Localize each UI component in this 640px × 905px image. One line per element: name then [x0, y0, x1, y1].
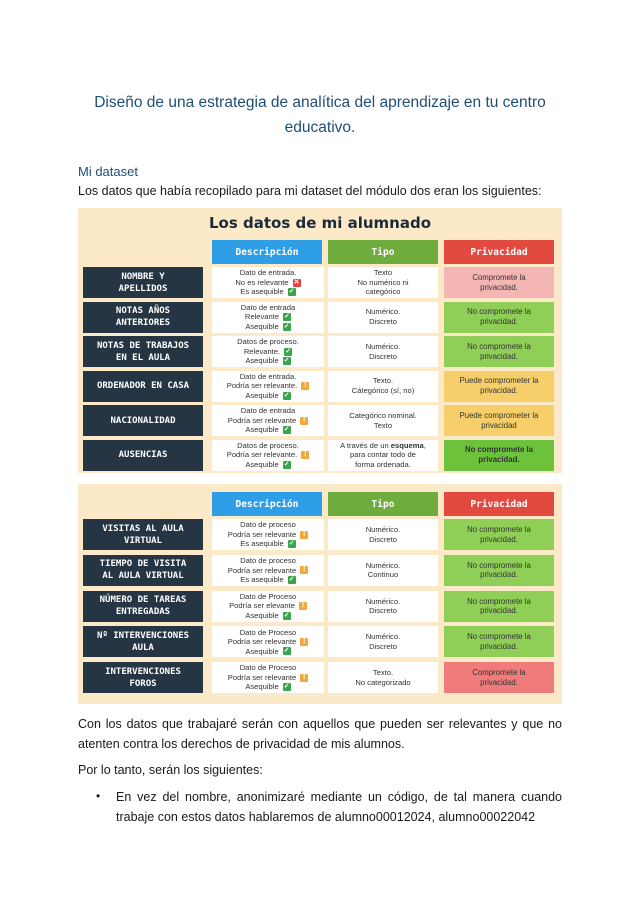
privacy-cell: No compromete la privacidad.: [444, 440, 554, 471]
warning-icon: !: [301, 451, 309, 459]
warning-icon: !: [300, 674, 308, 682]
tipo-cell: Texto. No categorizado: [328, 662, 438, 693]
description-lines: [228, 406, 308, 435]
description-text: Podría ser relevante: [227, 415, 297, 425]
description-line: [227, 450, 310, 460]
description-cell: [212, 662, 324, 693]
description-text: Podría ser relevante: [227, 637, 297, 647]
tipo-text-post: , para contar todo de forma ordenada.: [350, 440, 426, 469]
description-text: Asequible: [245, 425, 279, 435]
description-cell: [212, 267, 324, 298]
description-line: [240, 539, 295, 549]
tipo-cell: Numérico. Discreto: [328, 626, 438, 657]
description-text: Podría ser relevante.: [226, 450, 298, 460]
warning-icon: !: [300, 531, 308, 539]
warning-icon: !: [300, 638, 308, 646]
description-text: Podría ser relevante: [227, 529, 297, 539]
warning-icon: !: [301, 382, 309, 390]
description-cell: [212, 371, 324, 402]
bullet-marker: •: [96, 789, 101, 803]
description-text: Asequible: [245, 610, 279, 620]
description-text: Datos de proceso.: [237, 440, 299, 450]
conclusion-paragraph: Con los datos que trabajaré serán con aquellos que pueden ser relevantes y que no atenten contra los derechos de privacidad de mis alumnos.: [78, 717, 562, 751]
description-text: Es asequible: [240, 287, 284, 297]
section-heading: Mi dataset: [78, 164, 138, 179]
header-privacidad: Privacidad: [444, 240, 554, 264]
row-label: INTERVENCIONES FOROS: [83, 662, 203, 693]
check-icon: ✓: [284, 313, 291, 320]
description-line: [245, 425, 290, 435]
list-item: En vez del nombre, anonimizaré mediante un código, de tal manera cuando trabaje con estos datos hablaremos de alumno00012024, alumno00022042: [116, 790, 562, 824]
description-lines: [229, 592, 307, 621]
description-lines: [241, 303, 295, 332]
check-icon: ✓: [283, 357, 290, 365]
check-icon: ✓: [288, 288, 295, 296]
document-title: Diseño de una estrategia de analítica del aprendizaje en tu centro educativo.: [94, 94, 546, 136]
row-label: TIEMPO DE VISITA AL AULA VIRTUAL: [83, 555, 203, 586]
privacy-cell: Puede comprometer la privacidad: [444, 405, 554, 436]
description-line: [237, 337, 299, 347]
description-lines: [235, 268, 300, 297]
description-line: [245, 460, 290, 470]
header-descripcion: Descripción: [212, 240, 322, 264]
description-line: [229, 601, 307, 611]
privacy-cell: No compromete la privacidad.: [444, 302, 554, 333]
description-cell: [212, 336, 324, 367]
list-intro: Por lo tanto, serán los siguientes:: [78, 763, 263, 777]
tipo-cell: [328, 440, 438, 471]
tipo-cell: Numérico. Continuo: [328, 555, 438, 586]
tipo-cell: Numérico. Discreto: [328, 591, 438, 622]
description-line: [228, 673, 308, 683]
privacy-cell: No compromete la privacidad.: [444, 626, 554, 657]
description-text: Podría ser relevante.: [226, 381, 298, 391]
header-tipo: Tipo: [328, 240, 438, 264]
description-line: [241, 303, 295, 313]
description-text: Datos de proceso.: [237, 337, 299, 347]
header-descripcion: Descripción: [212, 492, 322, 516]
description-line: [228, 416, 308, 426]
description-line: [245, 312, 291, 322]
description-text: Dato de entrada: [240, 406, 296, 416]
description-line: [235, 278, 300, 288]
description-cell: [212, 440, 324, 471]
table-title: Los datos de mi alumnado: [208, 214, 432, 232]
description-cell: [212, 302, 324, 333]
description-text: Dato de entrada.: [239, 371, 297, 381]
description-text: Asequible: [245, 682, 279, 692]
description-text: Asequible: [245, 321, 279, 331]
description-text: Dato de Proceso: [239, 627, 297, 637]
description-text: Asequible: [245, 459, 279, 469]
description-text: Relevante: [244, 312, 280, 322]
description-text: Dato de entrada.: [239, 268, 297, 278]
row-label: NOMBRE Y APELLIDOS: [83, 267, 203, 298]
description-text: Podría ser relevante: [227, 565, 297, 575]
description-text: Relevante.: [243, 346, 281, 356]
description-line: [237, 441, 299, 451]
tipo-cell: Texto. Cátegórico (sí, no): [328, 371, 438, 402]
description-lines: [227, 372, 310, 401]
description-line: [240, 556, 296, 566]
description-line: [240, 372, 297, 382]
description-text: Dato de entrada: [240, 302, 296, 312]
data-table-1: [78, 208, 562, 473]
description-text: Asequible: [245, 390, 279, 400]
description-line: [227, 381, 310, 391]
tipo-text-pre: A través de un: [340, 440, 391, 450]
description-line: [240, 663, 297, 673]
row-label: NACIONALIDAD: [83, 405, 203, 436]
description-lines: [227, 441, 310, 470]
row-label: ORDENADOR EN CASA: [83, 371, 203, 402]
privacy-cell: No compromete la privacidad.: [444, 591, 554, 622]
check-icon: ✓: [283, 426, 290, 434]
description-lines: [228, 520, 308, 549]
description-cell: [212, 405, 324, 436]
check-icon: ✓: [285, 347, 292, 355]
row-label: AUSENCIAS: [83, 440, 203, 471]
description-line: [245, 647, 290, 657]
description-line: [241, 406, 295, 416]
description-line: [228, 637, 308, 647]
description-line: [245, 356, 290, 366]
description-line: [228, 566, 308, 576]
privacy-cell: Compromete la privacidad.: [444, 662, 554, 693]
description-lines: [237, 337, 299, 366]
check-icon: ✓: [283, 683, 290, 691]
description-text: Podría ser elevante: [229, 601, 295, 611]
tipo-cell: Texto No numérico ni categórico: [328, 267, 438, 298]
check-icon: ✓: [283, 460, 290, 468]
warning-icon: !: [299, 602, 307, 610]
check-icon: ✓: [288, 575, 295, 583]
description-line: [240, 268, 297, 278]
description-text: Es asequible: [240, 575, 284, 585]
description-line: [240, 575, 295, 585]
description-lines: [228, 628, 308, 657]
description-text: Dato de proceso: [240, 555, 296, 565]
privacy-cell: No compromete la privacidad.: [444, 519, 554, 550]
check-icon: ✓: [283, 611, 290, 619]
check-icon: ✓: [283, 391, 290, 399]
intro-paragraph: Los datos que había recopilado para mi dataset del módulo dos eran los siguientes:: [78, 184, 542, 198]
warning-icon: !: [300, 566, 308, 574]
description-text: Asequible: [245, 646, 279, 656]
privacy-cell: No compromete la privacidad.: [444, 336, 554, 367]
row-label: NÚMERO DE TAREAS ENTREGADAS: [83, 591, 203, 622]
row-label: Nº INTERVENCIONES AULA: [83, 626, 203, 657]
description-text: Dato de Proceso: [239, 663, 297, 673]
description-line: [240, 628, 297, 638]
privacy-cell: No compromete la privacidad.: [444, 555, 554, 586]
privacy-cell: Puede comprometer la privacidad.: [444, 371, 554, 402]
tipo-text-bold: esquema: [390, 440, 424, 450]
description-line: [240, 592, 297, 602]
description-cell: [212, 591, 324, 622]
description-line: [245, 322, 290, 332]
tipo-text: [340, 441, 426, 470]
description-line: [245, 682, 290, 692]
x-icon: ✕: [293, 278, 300, 286]
description-line: [245, 611, 290, 621]
description-lines: [228, 556, 308, 585]
warning-icon: !: [300, 417, 308, 425]
description-text: Podría ser relevante: [227, 672, 297, 682]
description-cell: [212, 555, 324, 586]
description-text: Asequible: [245, 356, 279, 366]
description-line: [240, 520, 296, 530]
privacy-cell: Compromete la privacidad.: [444, 267, 554, 298]
row-label: VISITAS AL AULA VIRTUAL: [83, 519, 203, 550]
check-icon: ✓: [288, 540, 295, 548]
data-table-2: [78, 484, 562, 704]
description-text: Dato de proceso: [240, 520, 296, 530]
description-line: [228, 530, 308, 540]
row-label: NOTAS AÑOS ANTERIORES: [83, 302, 203, 333]
header-tipo: Tipo: [328, 492, 438, 516]
check-icon: ✓: [283, 322, 290, 330]
description-line: [245, 391, 290, 401]
tipo-cell: Numérico. Discreto: [328, 519, 438, 550]
header-privacidad: Privacidad: [444, 492, 554, 516]
tipo-cell: Categórico nominal. Texto: [328, 405, 438, 436]
description-text: No es relevante: [235, 277, 289, 287]
description-lines: [228, 663, 308, 692]
tipo-cell: Numérico. Discreto: [328, 336, 438, 367]
description-cell: [212, 626, 324, 657]
description-text: Es asequible: [240, 539, 284, 549]
description-line: [240, 287, 295, 297]
tipo-cell: Numérico. Discreto: [328, 302, 438, 333]
row-label: NOTAS DE TRABAJOS EN EL AULA: [83, 336, 203, 367]
description-text: Dato de Proceso: [239, 591, 297, 601]
description-cell: [212, 519, 324, 550]
description-line: [244, 347, 292, 357]
check-icon: ✓: [283, 647, 290, 655]
